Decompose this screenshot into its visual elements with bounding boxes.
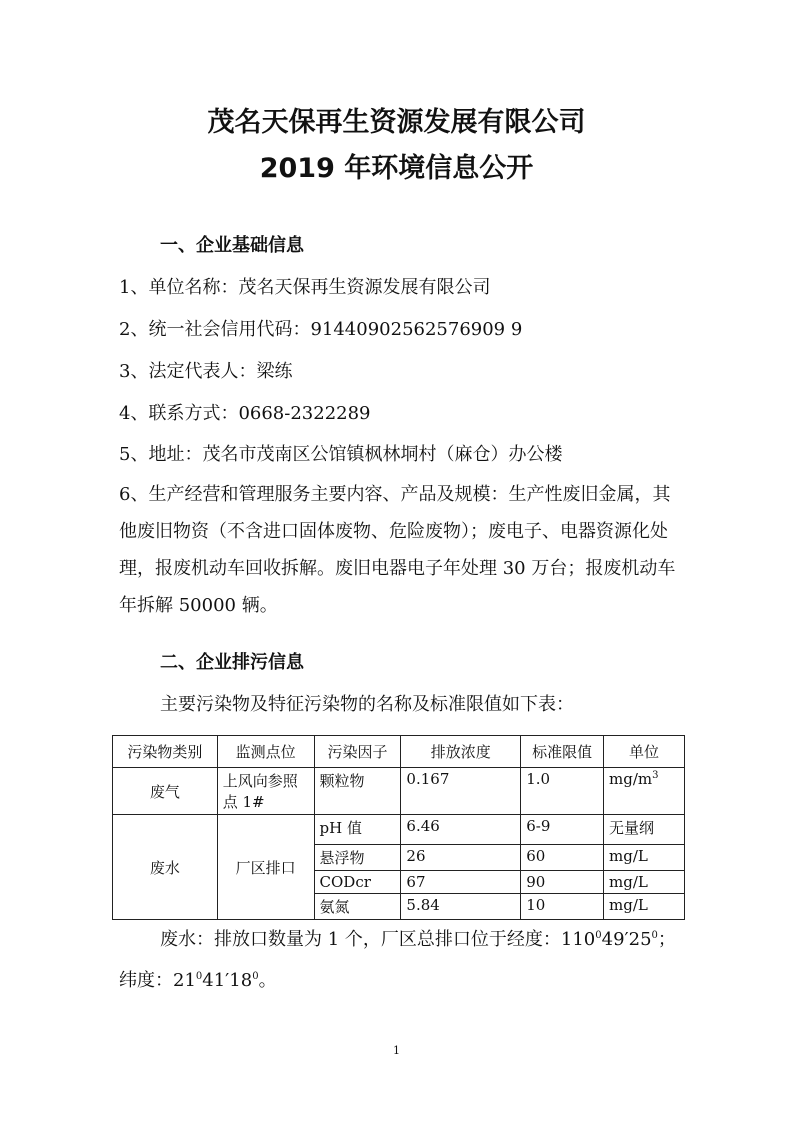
info-item-business-scope: 6、生产经营和管理服务主要内容、产品及规模：生产性废旧金属，其他废旧物资（不含进口固体废物、危险废物）；废电子、电器资源化处理，报废机动车回收拆解。废旧电器电子年处理 30 万台；报废机动车年拆解 50000 辆。: [119, 484, 676, 616]
water-category: 废水: [113, 815, 218, 920]
header-category: 污染物类别: [113, 736, 218, 768]
outlet-text-a: 废水：排放口数量为 1 个，厂区总排口位于经度：110: [160, 929, 596, 950]
air-value: 0.167: [401, 768, 521, 815]
info-item-credit-code: 2、统一社会信用代码：91440902562576909 9: [119, 319, 523, 340]
outlet-text-d: 纬度：21: [119, 970, 196, 991]
header-point: 监测点位: [217, 736, 314, 768]
table-intro: 主要污染物及特征污染物的名称及标准限值如下表：: [160, 694, 574, 715]
air-unit-sup: 3: [652, 770, 659, 781]
water-point: 厂区排口: [217, 815, 314, 920]
header-factor: 污染因子: [314, 736, 401, 768]
header-value: 排放浓度: [401, 736, 521, 768]
pollutant-table: [112, 735, 685, 920]
water-limit: 10: [521, 894, 604, 920]
longitude-second-mark: 0: [651, 930, 658, 941]
air-limit: 1.0: [521, 768, 604, 815]
table-header-row: [113, 736, 685, 768]
info-item-legal-rep: 3、法定代表人：梁练: [119, 361, 293, 382]
water-limit: 90: [521, 871, 604, 894]
outlet-location-line2: [119, 966, 277, 992]
header-unit: 单位: [604, 736, 685, 768]
water-unit: mg/L: [604, 894, 685, 920]
water-factor: pH 值: [314, 815, 401, 845]
latitude-second-mark: 0: [252, 971, 259, 982]
longitude-degree-mark: 0: [595, 930, 602, 941]
water-factor: 悬浮物: [314, 845, 401, 871]
outlet-text-c: ；: [657, 929, 676, 950]
info-item-contact: 4、联系方式：0668-2322289: [119, 403, 371, 424]
header-limit: 标准限值: [521, 736, 604, 768]
water-unit: mg/L: [604, 871, 685, 894]
outlet-location-line1: [160, 925, 676, 951]
table-row: [113, 815, 685, 845]
outlet-text-b: 49′25: [601, 929, 652, 950]
water-factor: 氨氮: [314, 894, 401, 920]
water-unit: 无量纲: [604, 815, 685, 845]
document-title-line1: 茂名天保再生资源发展有限公司: [207, 107, 586, 138]
air-category: 废气: [113, 768, 218, 815]
table-row: [113, 768, 685, 815]
document-title-line2: 2019 年环境信息公开: [259, 153, 534, 184]
water-value: 26: [401, 845, 521, 871]
air-unit: [604, 768, 685, 815]
water-unit: mg/L: [604, 845, 685, 871]
water-value: 67: [401, 871, 521, 894]
water-factor: CODcr: [314, 871, 401, 894]
section2-heading: 二、企业排污信息: [160, 652, 304, 673]
page-number: 1: [393, 1044, 400, 1057]
water-value: 5.84: [401, 894, 521, 920]
info-item-name: 1、单位名称：茂名天保再生资源发展有限公司: [119, 277, 491, 298]
section1-heading: 一、企业基础信息: [160, 235, 304, 256]
info-item-address: 5、地址：茂名市茂南区公馆镇枫林垌村（麻仓）办公楼: [119, 444, 563, 465]
outlet-text-e: 41′18: [202, 970, 253, 991]
air-factor: 颗粒物: [314, 768, 401, 815]
water-limit: 60: [521, 845, 604, 871]
air-unit-base: mg/m: [609, 770, 653, 788]
latitude-degree-mark: 0: [195, 971, 203, 982]
water-limit: 6-9: [521, 815, 604, 845]
air-point: 上风向参照点 1#: [217, 768, 314, 815]
outlet-text-f: 。: [258, 970, 277, 991]
water-value: 6.46: [401, 815, 521, 845]
